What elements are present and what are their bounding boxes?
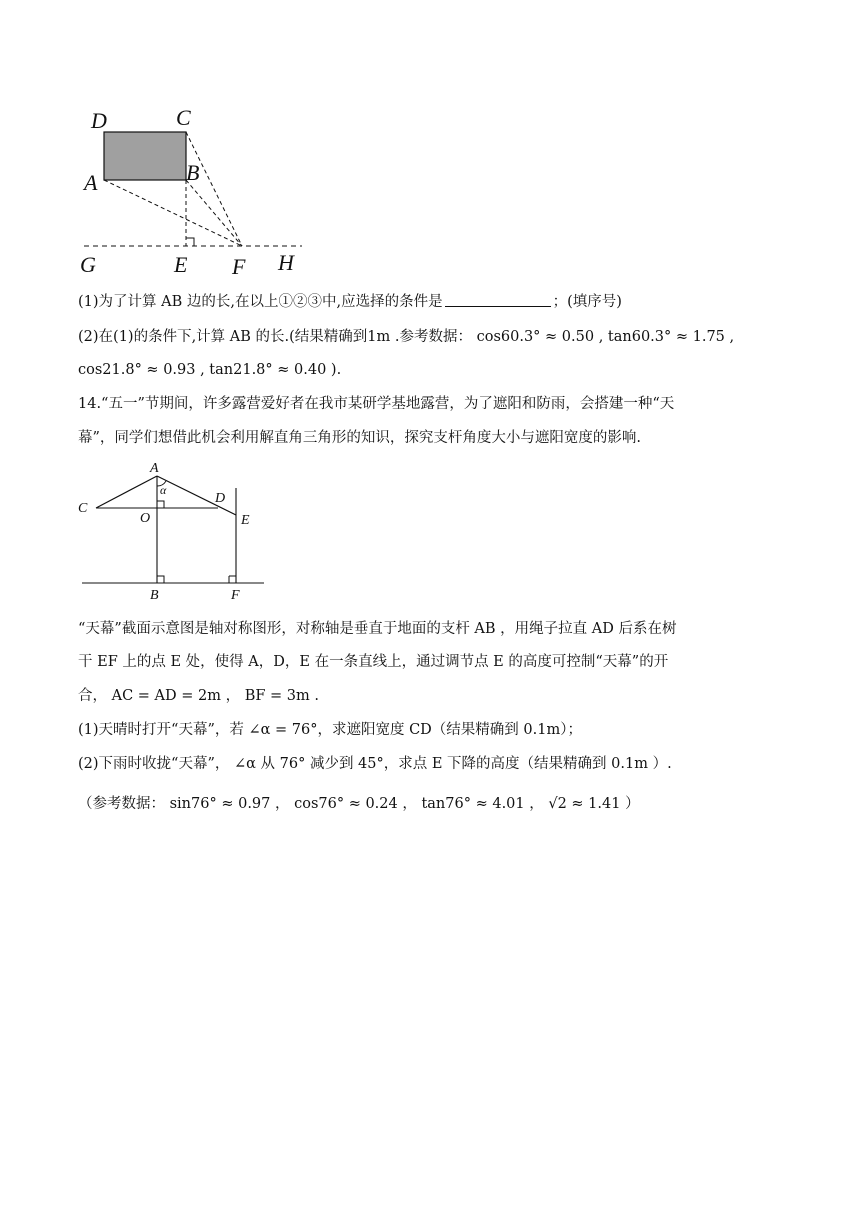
label-O: O [140,511,151,526]
label-E: E [174,252,188,276]
q14-desc-line3: 合， AC = AD = 2m ， BF = 3m . [78,688,319,704]
label-F: F [232,254,246,276]
right-angle-mark-B [157,576,164,583]
label-B: B [186,160,200,185]
right-angle-mark-O [157,501,164,508]
q13-part1-text: (1)为了计算 AB 边的长,在以上①②③中,应选择的条件是 [78,294,443,310]
q14-desc-line1: “天幕”截面示意图是轴对称图形，对称轴是垂直于地面的支杆 AB ，用绳子拉直 AD 后系在树 [78,621,677,637]
answer-blank[interactable] [445,292,551,307]
label-E: E [241,513,250,528]
figure-canopy-diagram [78,458,278,608]
label-C: C [176,105,191,130]
rope-AC [96,476,157,508]
dashed-line-CF [186,132,242,246]
q13-part2-line2: cos21.8° ≈ 0.93 , tan21.8° ≈ 0.40 ). [78,362,342,378]
label-B: B [150,588,159,603]
q14-intro-line2: 幕”，同学们想借此机会利用解直角三角形的知识，探究支杆角度大小与遮阳宽度的影响. [78,430,642,446]
label-H: H [278,250,294,275]
label-G: G [80,252,96,276]
label-F: F [231,588,240,603]
right-angle-mark-E [186,238,194,246]
label-C: C [78,501,88,516]
q13-part1-end: ；(填序号) [552,294,622,310]
figure-rectangle-diagram [78,104,310,276]
q14-part1: (1)天晴时打开“天幕”，若 ∠α = 76°，求遮阳宽度 CD（结果精确到 0.1m）； [78,722,582,738]
label-alpha: α [160,483,167,497]
label-A: A [84,170,98,195]
dashed-line-AF [104,180,242,246]
q14-intro-line1: 14.“五一”节期间，许多露营爱好者在我市某研学基地露营，为了遮阳和防雨，会搭建一种“天 [78,396,675,412]
q13-part1 [78,292,622,312]
q14-desc-line2: 干 EF 上的点 E 处，使得 A，D，E 在一条直线上，通过调节点 E 的高度可控制“天幕”的开 [78,654,669,670]
q14-part2: (2)下雨时收拢“天幕”， ∠α 从 76° 减少到 45°，求点 E 下降的高度（结果精确到 0.1m ）. [78,756,672,772]
q13-part2-line1: (2)在(1)的条件下,计算 AB 的长.(结果精确到1m .参考数据： cos60.3° ≈ 0.50 , tan60.3° ≈ 1.75 , [78,329,735,345]
label-A: A [150,461,159,476]
shaded-rectangle [104,132,186,180]
label-D: D [91,108,107,133]
label-D: D [215,491,226,506]
q14-reference-data: （参考数据： sin76° ≈ 0.97 ， cos76° ≈ 0.24 ， tan76° ≈ 4.01 ， √2 ≈ 1.41 ） [78,796,640,812]
